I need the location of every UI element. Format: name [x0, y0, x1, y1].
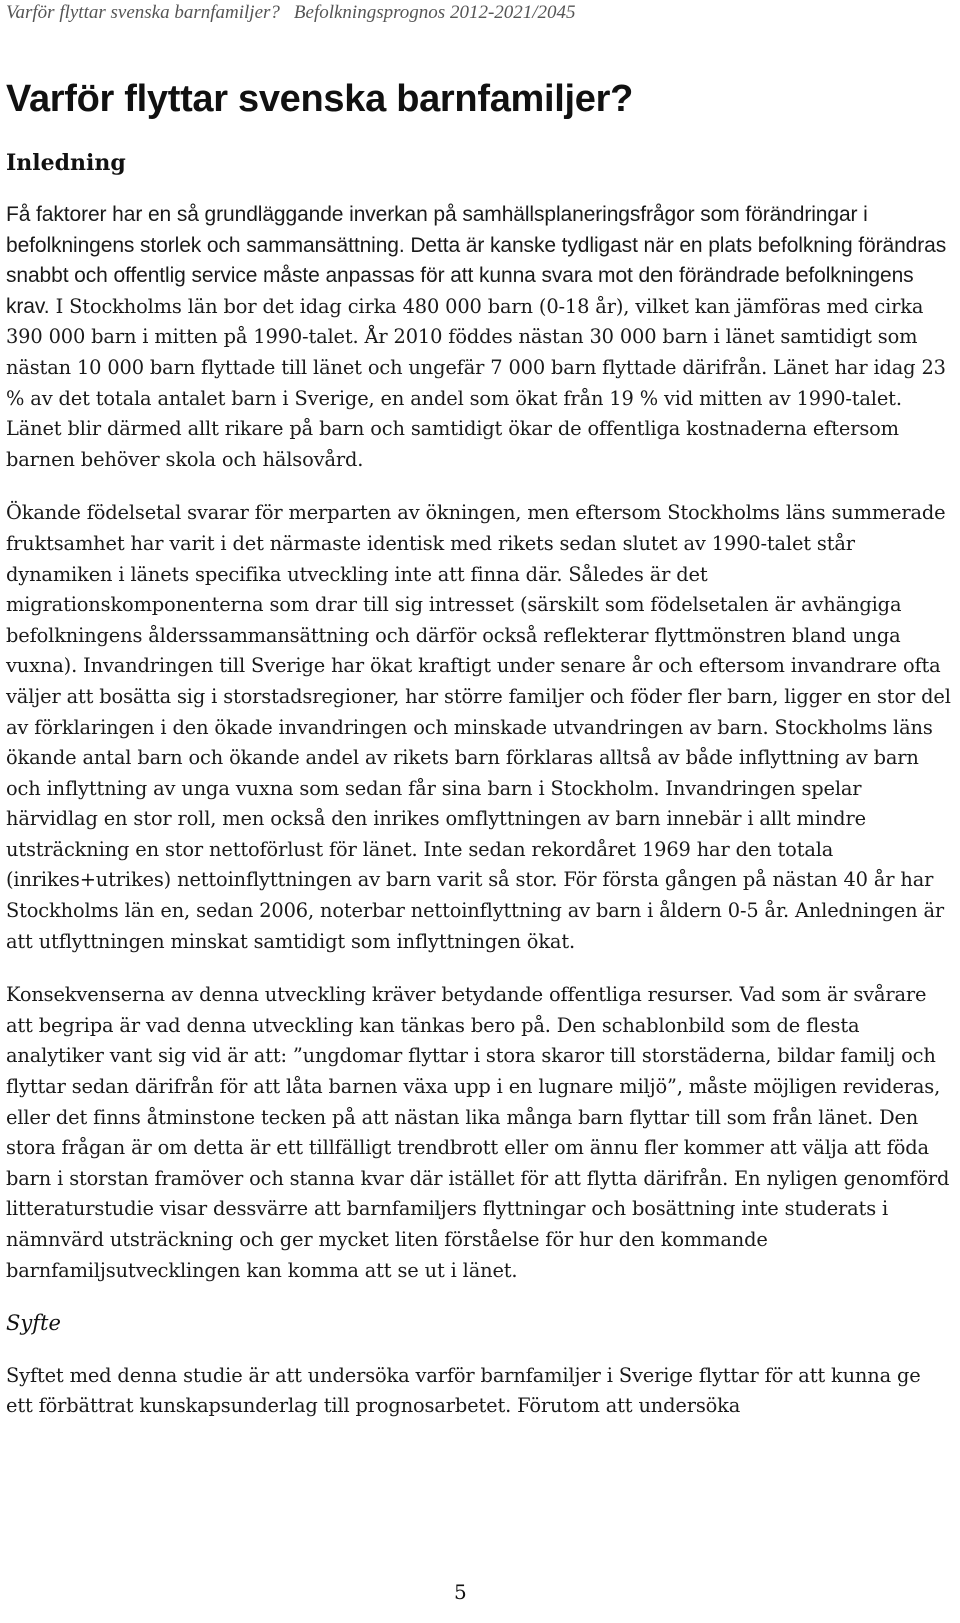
intro-paragraph-1-lead: Få faktorer har en så grundläggande inverkan på samhällsplaneringsfrågor som förändringar i befolkningens storlek och sammansättning. Detta är kanske tydligast när en plats befolkning förändras snabbt och offentlig service måste anpassas för att kunna svara mot den förändrade befolkningens krav.: [6, 203, 947, 318]
intro-paragraph-1: [6, 200, 951, 475]
running-header-subtitle: Befolkningsprognos 2012-2021/2045: [293, 2, 576, 23]
page-number: 5: [454, 1580, 467, 1604]
document-title: Varför flyttar svenska barnfamiljer?: [6, 78, 634, 120]
intro-paragraph-2: Ökande födelsetal svarar för merparten av ökningen, men eftersom Stockholms läns summerade fruktsamhet har varit i det närmaste identisk med rikets sedan slutet av 1990-talet står dynamiken i länets specifika utveckling inte att finna där. Således är det migrationskomponenterna som drar till sig intresset (särskilt som födelsetalen är avhängiga befolkningens ålderssammansättning och därför också reflekterar flyttmönstren bland unga vuxna). Invandringen till Sverige har ökat kraftigt under senare år och eftersom invandrare ofta väljer att bosätta sig i storstadsregioner, har större familjer och föder fler barn, ligger en stor del av förklaringen i den ökade invandringen och minskade utvandringen av barn. Stockholms läns ökande antal barn och ökande andel av rikets barn förklaras alltså av både inflyttning av barn och inflyttning av unga vuxna som sedan får sina barn i Stockholm. Invandringen spelar härvidlag en stor roll, men också den inrikes omflyttningen av barn innebär i allt mindre utsträckning en stor nettoförlust för länet. Inte sedan rekordåret 1969 har den totala (inrikes+utrikes) nettoinflyttningen av barn varit så stor. För första gången på nästan 40 år har Stockholms län en, sedan 2006, noterbar nettoinflyttning av barn i åldern 0-5 år. Anledningen är att utflyttningen minskat samtidigt som inflyttningen ökat.: [6, 501, 951, 953]
running-header-title: Varför flyttar svenska barnfamiljer?: [6, 2, 280, 23]
intro-paragraph-3: Konsekvenserna av denna utveckling kräver betydande offentliga resurser. Vad som är svårare att begripa är vad denna utveckling kan tänkas bero på. Den schablonbild som de flesta analytiker vant sig vid är att: ”ungdomar flyttar i stora skaror till storstäderna, bildar familj och flyttar sedan därifrån för att låta barnen växa upp i en lugnare miljö”, måste möjligen revideras, eller det finns åtminstone tecken på att nästan lika många barn flyttar till som från länet. Den stora frågan är om detta är ett tillfälligt trendbrott eller om ännu fler kommer att välja att föda barn i storstan framöver och stanna kvar där istället för att flytta därifrån. En nyligen genomförd litteraturstudie visar dessvärre att barnfamiljers flyttningar och bosättning inte studerats i nämnvärd utsträckning och ger mycket liten förståelse för hur den kommande barnfamiljsutvecklingen kan komma att se ut i länet.: [6, 983, 950, 1282]
running-header: [6, 2, 576, 24]
section-heading-inledning: Inledning: [6, 150, 126, 176]
section-heading-syfte: Syfte: [6, 1311, 61, 1336]
purpose-paragraph-1: Syftet med denna studie är att undersöka varför barnfamiljer i Sverige flyttar för att kunna ge ett förbättrat kunskapsunderlag till prognosarbetet. Förutom att undersöka: [6, 1363, 921, 1418]
body-text: [6, 200, 951, 1422]
intro-paragraph-1-rest: I Stockholms län bor det idag cirka 480 000 barn (0-18 år), vilket kan jämföras med cirka 390 000 barn i mitten på 1990-talet. År 2010 föddes nästan 30 000 barn i länet samtidigt som nästan 10 000 barn flyttade till länet och ungefär 7 000 barn flyttade därifrån. Länet har idag 23 % av det totala antalet barn i Sverige, en andel som ökat från 19 % vid mitten av 1990-talet. Länet blir därmed allt rikare på barn och samtidigt ökar de offentliga kostnaderna eftersom barnen behöver skola och hälsovård.: [6, 294, 946, 471]
